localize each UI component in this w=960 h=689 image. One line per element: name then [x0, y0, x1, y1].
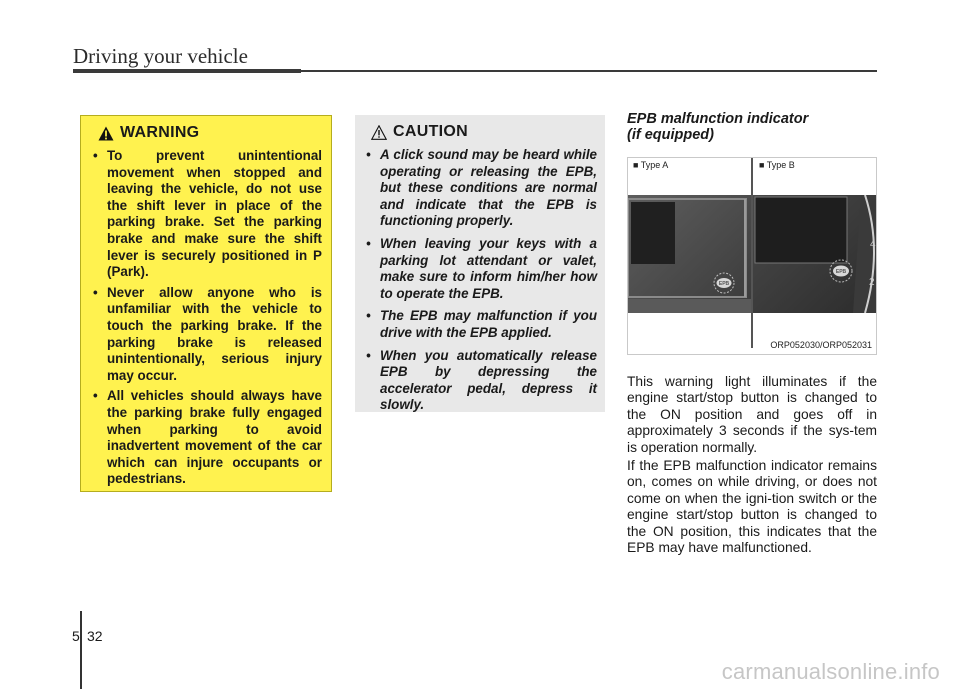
warning-title	[98, 124, 322, 142]
figure-caption: ORP052030/ORP052031	[770, 340, 872, 350]
header-rule-thick	[73, 69, 301, 73]
warning-item: • To prevent unintentional movement when stopped and leaving the vehicle, do not use the shift lever in place of the parking brake. Set the parking brake and make sure the shift lever is securely positioned in P (Park).	[90, 148, 322, 281]
page-number: 32	[87, 628, 103, 644]
warning-list	[90, 148, 322, 488]
svg-text:2: 2	[869, 277, 875, 288]
caution-list	[363, 147, 597, 414]
svg-text:4: 4	[870, 239, 876, 250]
type-a-label: ■ Type A	[633, 160, 669, 170]
caution-item: • When leaving your keys with a parking lot attendant or valet, make sure to inform him/her how to operate the EPB.	[363, 236, 597, 302]
section-heading	[627, 111, 877, 143]
type-b-label: ■ Type B	[759, 160, 795, 170]
epb-indicator-figure	[627, 157, 877, 355]
section-heading-line1: EPB malfunction indicator	[627, 111, 809, 127]
type-b-cluster-image	[753, 195, 877, 313]
warning-item: • Never allow anyone who is unfamiliar with the vehicle to touch the parking brake. If the parking brake is released unintentionally, serious injury may occur.	[90, 285, 322, 385]
warning-box	[80, 115, 332, 492]
caution-item: • When you automatically release EPB by depressing the accelerator pedal, depress it slowly.	[363, 348, 597, 414]
footer-divider	[80, 611, 82, 689]
page-header-title: Driving your vehicle	[73, 44, 248, 68]
caution-title-text: CAUTION	[393, 123, 468, 140]
body-paragraph: This warning light illuminates if the engine start/stop button is changed to the ON position and goes off in approximately 3 seconds if the sys-tem is operation normally.	[627, 374, 877, 455]
type-b-epb-indicator: EPB	[835, 269, 847, 275]
watermark: carmanualsonline.info	[721, 659, 940, 684]
section-heading-line2: (if equipped)	[627, 127, 714, 143]
body-paragraph: If the EPB malfunction indicator remains on, comes on while driving, or does not come on when the igni-tion switch or the engine start/stop button is changed to the ON position, this indicates that the EPB may have malfunctioned.	[627, 458, 877, 556]
caution-item: • The EPB may malfunction if you drive with the EPB applied.	[363, 308, 597, 341]
type-a-cluster-image	[628, 195, 751, 313]
warning-title-text: WARNING	[120, 124, 200, 141]
caution-item: • A click sound may be heard while operating or releasing the EPB, but these conditions are normal and indicate that the EPB is functioning properly.	[363, 147, 597, 230]
warning-triangle-icon	[98, 126, 114, 141]
caution-title	[371, 123, 597, 141]
caution-triangle-icon	[371, 125, 387, 140]
chapter-number: 5	[72, 628, 80, 644]
type-a-epb-indicator: EPB	[718, 281, 730, 287]
header-rule-thin	[301, 70, 877, 72]
caution-box	[355, 115, 605, 412]
warning-item: • All vehicles should always have the parking brake fully engaged when parking to avoid inadvertent movement of the car which can injure occupants or pedestrians.	[90, 388, 322, 488]
